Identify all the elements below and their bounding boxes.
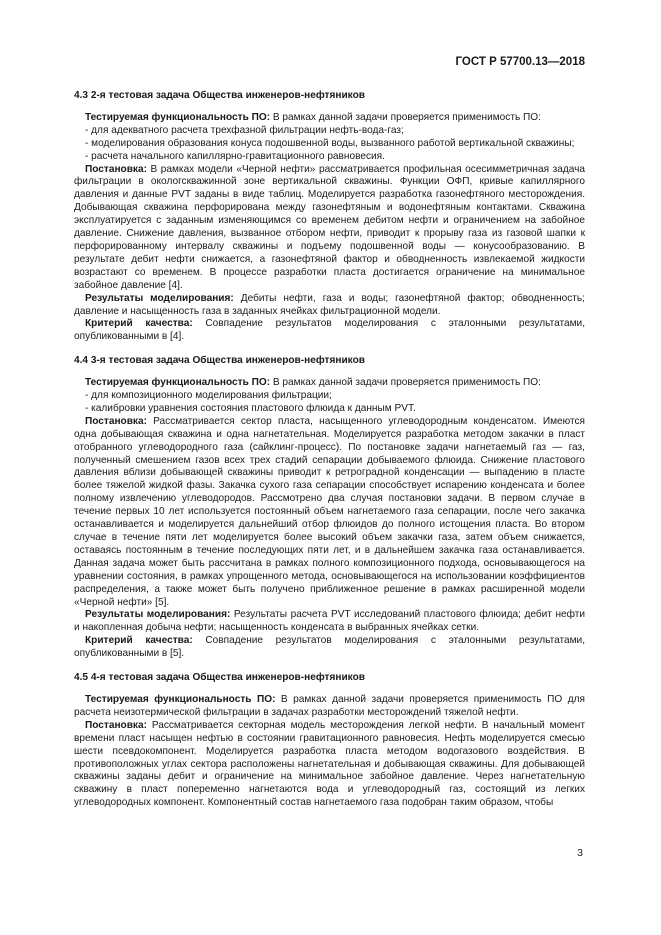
criterion-label: Критерий качества: [85,635,193,647]
results-text: Дебиты нефти, газа и воды; газонефтяной фактор; обводненность; давление и насыщенность газа в заданных ячейках фильтрационной модели. [74,292,585,317]
criterion-label: Критерий качества: [85,318,193,330]
setup-label: Постановка: [85,415,147,427]
functionality-paragraph [74,694,585,720]
section-gap [74,661,585,672]
setup-label: Постановка: [85,163,147,175]
results-label: Результаты моделирования: [85,609,231,621]
section-4-5 [74,672,585,810]
functionality-label: Тестируемая функциональность ПО: [85,693,276,705]
list-item: - для композиционного моделирования фильтрации; [85,390,332,402]
functionality-text: В рамках данной задачи проверяется применимость ПО: [270,377,541,389]
page-number: 3 [577,847,583,859]
section-4-4 [74,355,585,661]
section-4-3 [74,90,585,344]
setup-text: В рамках модели «Черной нефти» рассматривается профильная осесимметричная задача фильтрации в окологскважинной зоне вертикальной скважины. Функции ОФП, кривые капиллярного давления и данные PVT заданы в виде таблиц. Моделируется разработка газонефтяного месторождения. Добывающая скважина перфорирована между газонефтяным и водонефтяным контактами. Скважина эксплуатируется с заданным изменяющимся со временем дебитом нефти и ограничением на забойное давление. Снижение давления, вызванное отбором нефти, приводит к прорыву газа из газовой шапки к перфорированному интервалу скважины и подъему подошвенной воды — конусообразованию. В результате дебит нефти снижается, а газонефтяной фактор и обводненность извлекаемой жидкости возрастают со временем. В процессе разработки пласта достигается ограничение на минимальное забойное давление [4]. [74,163,585,291]
setup-paragraph [74,720,585,810]
functionality-paragraph [74,112,585,125]
document-body [74,90,585,810]
functionality-text: В рамках данной задачи проверяется применимость ПО для расчета неизотермической фильтрации в задачах разработки месторождений тяжелой нефти. [74,693,585,718]
setup-paragraph [74,164,585,293]
criterion-text: Совпадение результатов моделирования с эталонными результатами, опубликованными в [4]. [74,318,585,343]
results-text: Результаты расчета PVT исследований пластового флюида; дебит нефти и накопленная добыча нефти; насыщенность конденсата в выбранных ячейках сетки. [74,609,585,634]
results-label: Результаты моделирования: [85,292,234,304]
criterion-text: Совпадение результатов моделирования с эталонными результатами, опубликованными в [5]. [74,635,585,660]
section-gap [74,344,585,355]
section-title: 4.5 4-я тестовая задача Общества инженеров-нефтяников [74,672,365,684]
functionality-label: Тестируемая функциональность ПО: [85,111,271,123]
setup-paragraph [74,416,585,610]
functionality-paragraph [74,377,585,390]
list-item: - калибровки уравнения состояния пластового флюида к данным PVT. [85,402,416,414]
criterion-paragraph [74,635,585,661]
functionality-text: В рамках данной задачи проверяется применимость ПО: [270,111,541,123]
section-title: 4.4 3-я тестовая задача Общества инженеров-нефтяников [74,355,365,367]
list-item: - моделирования образования конуса подошвенной воды, вызванного работой вертикальной скважины; [85,137,575,149]
setup-label: Постановка: [85,719,147,731]
functionality-label: Тестируемая функциональность ПО: [85,377,271,389]
setup-text: Рассматривается сектор пласта, насыщенного углеводородным конденсатом. Имеются одна добывающая скважина и одна нагнетательная. Моделируется разработка методом закачки в пласт отобранного углеводородного газа (сайклинг-процесс). По постановке задачи нагнетаемый газ — газ, полученный смешением газов всех трех стадий сепарации добываемого флюида. Снижение пластового давления вблизи добывающей скважины приводит к ретроградной конденсации — выпадению в пласте более тяжелой жидкой фазы. Закачка сухого газа сепарации способствует испарению конденсата и более полному извлечению углеводородов. Рассмотрено два случая постановки задачи. В первом случае в течение первых 10 лет используется постоянный объем нагнетаемого газа сепарации, после чего закачка останавливается и моделируется дальнейший отбор флюидов до полного истощения пласта. Во втором случае в течение пяти лет моделируется более высокий объем закачки газа, затем объем снижается, оставаясь постоянным в течение последующих пяти лет, и в дальнейшем закачка газа останавливается. Данная задача может быть рассчитана в рамках полного композиционного подхода, основывающегося на уравнении состояния, в рамках упрощенного метода, основывающегося на использовании коэффициентов распределения, а также может быть получено приближенное решение в рамках расширенной модели «Черной нефти» [5]. [74,415,585,608]
results-paragraph [74,293,585,319]
section-title: 4.3 2-я тестовая задача Общества инженеров-нефтяников [74,90,365,101]
criterion-paragraph [74,318,585,344]
results-paragraph [74,609,585,635]
list-item: - расчета начального капиллярно-гравитационного равновесия. [85,150,385,162]
setup-text: Рассматривается секторная модель месторождения легкой нефти. В начальный момент времени пласт насыщен нефтью в состоянии гравитационного равновесия. Нефть моделируется смесью шести псевдокомпонент. Моделируется разработка пласта методом водогазового воздействия. В противоположных углах сектора расположены нагнетательная и добывающая скважины. Для добывающей скважины заданы дебит и ограничение на минимальное забойное давление. Через нагнетательную скважину в пласт попеременно нагнетаются вода и углеводородный газ, состоящий из легких углеводородных компонент. Компонентный состав нагнетаемого газа подобран таким образом, чтобы [74,719,585,809]
document-header: ГОСТ Р 57700.13—2018 [455,56,585,68]
list-item: - для адекватного расчета трехфазной фильтрации нефть-вода-газ; [85,124,404,136]
